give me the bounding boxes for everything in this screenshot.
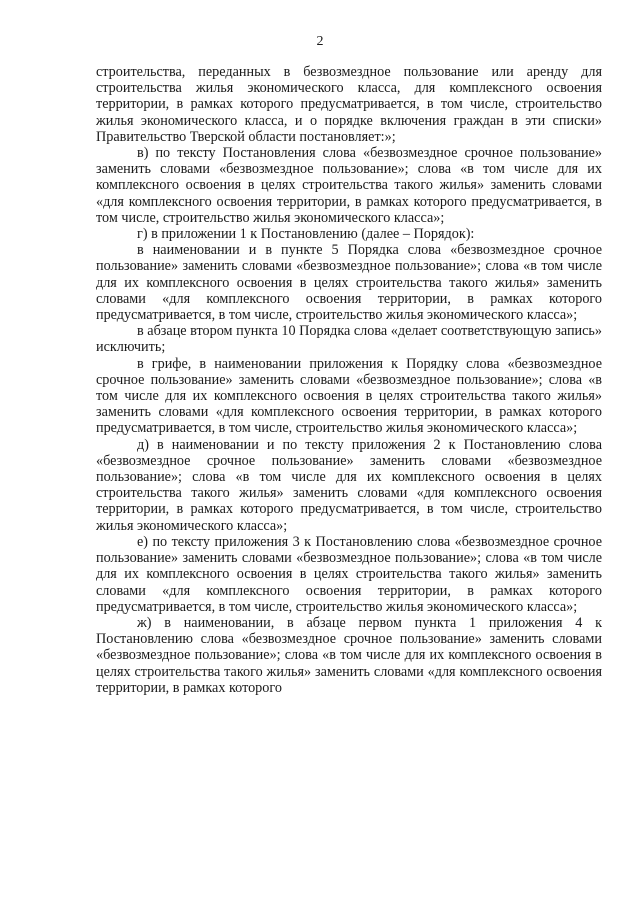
paragraph-naming-point-5: в наименовании и в пункте 5 Порядка слова «безвозмездное срочное пользование» заменить словами «безвозмездное пользование»; слова «в том числе для их комплексного освоения в целях строительства такого жилья» заменить словами «для комплексного освоения территории, в рамках которого предусматривается, в том числе, строительство жилья экономического класса»; (96, 242, 602, 324)
page-number: 2 (316, 34, 324, 49)
paragraph-item-zh: ж) в наименовании, в абзаце первом пункта 1 приложения 4 к Постановлению слова «безвозмездное срочное пользование» заменить словами «безвозмездное пользование»; слова «в том числе для их комплексного освоения в целях строительства такого жилья» заменить словами «для комплексного освоения территории, в рамках которого (96, 614, 602, 696)
paragraph-item-e: е) по тексту приложения 3 к Постановлению слова «безвозмездное срочное пользование» заменить словами «безвозмездное пользование»; слова «в том числе для их комплексного освоения в целях строительства такого жилья» заменить словами «для комплексного освоения территории, в рамках которого предусматривается, в том числе, строительство жилья экономического класса»; (96, 533, 602, 615)
paragraph-point-10: в абзаце втором пункта 10 Порядка слова «делает соответствующую запись» исключить; (96, 323, 602, 356)
paragraph-item-g: г) в приложении 1 к Постановлению (далее – Порядок): (137, 226, 475, 243)
document-body (96, 64, 602, 696)
paragraph-continuation: строительства, переданных в безвозмездное пользование или аренду для строительства жилья экономического класса, для комплексного освоения территории, в рамках которого предусматривается, в том числе, строительство жилья экономического класса, и о порядке включения граждан в эти списки» Правительство Тверской области постановляет:»; (96, 64, 602, 145)
paragraph-item-d: д) в наименовании и по тексту приложения 2 к Постановлению слова «безвозмездное срочное пользование» заменить словами «безвозмездное пользование»; слова «в том числе для их комплексного освоения в целях строительства такого жилья» заменить словами «для комплексного освоения территории, в рамках которого предусматривается, в том числе, строительство жилья экономического класса»; (96, 436, 602, 534)
paragraph-item-v: в) по тексту Постановления слова «безвозмездное срочное пользование» заменить словами «безвозмездное пользование»; слова «в том числе для их комплексного освоения в целях строительства такого жилья» заменить словами «для комплексного освоения территории, в рамках которого предусматривается, в том числе, строительство жилья экономического класса»; (96, 145, 602, 226)
paragraph-grif: в грифе, в наименовании приложения к Порядку слова «безвозмездное срочное пользование» заменить словами «безвозмездное пользование»; слова «в том числе для их комплексного освоения в целях строительства такого жилья» заменить словами «для комплексного освоения территории, в рамках которого предусматривается, в том числе, строительство жилья экономического класса»; (96, 355, 602, 437)
